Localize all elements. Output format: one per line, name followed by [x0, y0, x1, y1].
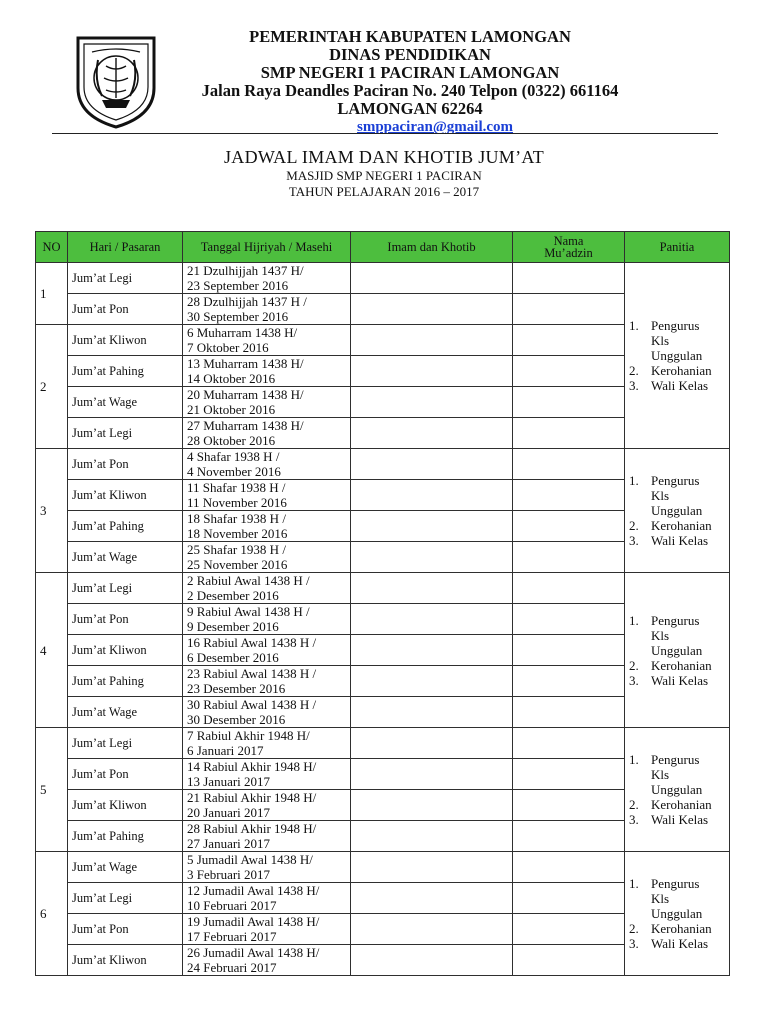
panitia-number: 3.: [629, 936, 639, 951]
header-no: NO: [36, 232, 68, 263]
muadzin-cell: [513, 263, 625, 294]
tanggal-cell: [183, 883, 351, 914]
hari-pasaran-cell: Jum’at Legi: [68, 263, 183, 294]
tanggal-cell: [183, 511, 351, 542]
tanggal-hijriyah: 4 Shafar 1938 H /: [187, 449, 280, 464]
panitia-number: [629, 628, 651, 643]
tanggal-cell: [183, 325, 351, 356]
panitia-text: Unggulan: [651, 782, 703, 797]
muadzin-cell: [513, 449, 625, 480]
muadzin-cell: [513, 790, 625, 821]
hari-pasaran-cell: Jum’at Kliwon: [68, 480, 183, 511]
panitia-number: 3.: [629, 812, 639, 827]
header-muadzin-line-2: Mu’adzin: [544, 246, 593, 260]
hari-pasaran-cell: Jum’at Pon: [68, 294, 183, 325]
tanggal-masehi: 23 September 2016: [187, 278, 289, 293]
panitia-text: Kerohanian: [651, 921, 712, 936]
table-row: [36, 852, 730, 883]
panitia-number: 2.: [629, 363, 639, 378]
table-header-row: [36, 232, 730, 263]
row-number: 3: [36, 449, 68, 573]
panitia-cell: [625, 263, 730, 449]
imam-khotib-cell: [351, 728, 513, 759]
imam-khotib-cell: [351, 852, 513, 883]
panitia-list: [629, 752, 725, 827]
imam-khotib-cell: [351, 294, 513, 325]
tanggal-cell: [183, 573, 351, 604]
muadzin-cell: [513, 728, 625, 759]
panitia-item: [629, 643, 725, 658]
tanggal-hijriyah: 28 Rabiul Akhir 1948 H/: [187, 821, 317, 836]
tanggal-hijriyah: 2 Rabiul Awal 1438 H /: [187, 573, 310, 588]
panitia-item: [629, 318, 725, 333]
imam-khotib-cell: [351, 418, 513, 449]
panitia-text: Kls: [651, 627, 670, 643]
letterhead-divider: [52, 133, 718, 134]
table-row: [36, 449, 730, 480]
tanggal-cell: [183, 759, 351, 790]
hari-pasaran-cell: Jum’at Pon: [68, 914, 183, 945]
hari-pasaran-cell: Jum’at Wage: [68, 387, 183, 418]
imam-khotib-cell: [351, 945, 513, 976]
row-number: 6: [36, 852, 68, 976]
muadzin-cell: [513, 480, 625, 511]
hari-pasaran-cell: Jum’at Pon: [68, 604, 183, 635]
tanggal-hijriyah: 25 Shafar 1938 H /: [187, 542, 286, 557]
panitia-text: Kerohanian: [651, 797, 712, 812]
hari-pasaran-cell: Jum’at Legi: [68, 573, 183, 604]
tanggal-cell: [183, 666, 351, 697]
imam-khotib-cell: [351, 697, 513, 728]
muadzin-cell: [513, 356, 625, 387]
panitia-number: [629, 891, 651, 906]
tanggal-hijriyah: 12 Jumadil Awal 1438 H/: [187, 883, 320, 898]
tanggal-hijriyah: 28 Dzulhijjah 1437 H /: [187, 294, 307, 309]
header-muadzin-line-1: Nama: [553, 234, 584, 248]
tanggal-cell: [183, 263, 351, 294]
tanggal-cell: [183, 914, 351, 945]
tanggal-hijriyah: 16 Rabiul Awal 1438 H /: [187, 635, 317, 650]
imam-khotib-cell: [351, 263, 513, 294]
tanggal-masehi: 28 Oktober 2016: [187, 433, 276, 448]
tanggal-masehi: 14 Oktober 2016: [187, 371, 276, 386]
tanggal-cell: [183, 790, 351, 821]
imam-khotib-cell: [351, 883, 513, 914]
tanggal-cell: [183, 604, 351, 635]
tanggal-cell: [183, 480, 351, 511]
header-hari: Hari / Pasaran: [68, 232, 183, 263]
hari-pasaran-cell: Jum’at Pahing: [68, 821, 183, 852]
panitia-item: [629, 906, 725, 921]
hari-pasaran-cell: Jum’at Kliwon: [68, 635, 183, 666]
hari-pasaran-cell: Jum’at Kliwon: [68, 945, 183, 976]
hari-pasaran-cell: Jum’at Legi: [68, 418, 183, 449]
panitia-number: 1.: [629, 473, 639, 488]
muadzin-cell: [513, 573, 625, 604]
muadzin-cell: [513, 945, 625, 976]
header-panitia: Panitia: [625, 232, 730, 263]
panitia-text: Unggulan: [651, 348, 703, 363]
tanggal-cell: [183, 697, 351, 728]
letterhead-line-1: PEMERINTAH KABUPATEN LAMONGAN: [249, 27, 571, 46]
panitia-text: Kls: [651, 488, 670, 503]
panitia-text: Pengurus: [651, 612, 700, 628]
schedule-table: [35, 231, 730, 976]
muadzin-cell: [513, 852, 625, 883]
muadzin-cell: [513, 325, 625, 356]
imam-khotib-cell: [351, 542, 513, 573]
muadzin-cell: [513, 294, 625, 325]
panitia-item: [629, 613, 725, 628]
tanggal-cell: [183, 387, 351, 418]
imam-khotib-cell: [351, 604, 513, 635]
panitia-item: [629, 473, 725, 488]
tanggal-hijriyah: 30 Rabiul Awal 1438 H /: [187, 697, 317, 712]
tanggal-hijriyah: 6 Muharram 1438 H/: [187, 325, 298, 340]
panitia-item: [629, 488, 725, 503]
panitia-item: [629, 767, 725, 782]
tanggal-cell: [183, 635, 351, 666]
tanggal-cell: [183, 852, 351, 883]
letterhead: [0, 0, 768, 140]
tanggal-masehi: 6 Januari 2017: [187, 743, 264, 758]
hari-pasaran-cell: Jum’at Pon: [68, 759, 183, 790]
panitia-item: [629, 333, 725, 348]
letterhead-line-3: SMP NEGERI 1 PACIRAN LAMONGAN: [260, 63, 560, 82]
panitia-number: 2.: [629, 657, 639, 673]
hari-pasaran-cell: Jum’at Legi: [68, 883, 183, 914]
panitia-text: Kls: [651, 767, 670, 782]
panitia-text: Wali Kelas: [651, 378, 709, 393]
panitia-item: [629, 348, 725, 363]
hari-pasaran-cell: Jum’at Pahing: [68, 356, 183, 387]
tanggal-hijriyah: 20 Muharram 1438 H/: [187, 387, 304, 402]
panitia-number: 3.: [629, 533, 639, 548]
tanggal-hijriyah: 26 Jumadil Awal 1438 H/: [187, 945, 320, 960]
panitia-list: [629, 473, 725, 548]
tanggal-cell: [183, 728, 351, 759]
panitia-cell: [625, 852, 730, 976]
tanggal-cell: [183, 294, 351, 325]
panitia-number: [629, 488, 651, 503]
panitia-text: Wali Kelas: [651, 533, 709, 548]
tanggal-masehi: 2 Desember 2016: [187, 588, 279, 603]
panitia-text: Kerohanian: [651, 363, 712, 378]
tanggal-hijriyah: 5 Jumadil Awal 1438 H/: [187, 852, 313, 867]
panitia-cell: [625, 728, 730, 852]
panitia-text: Wali Kelas: [651, 812, 709, 827]
tanggal-hijriyah: 21 Rabiul Akhir 1948 H/: [187, 790, 317, 805]
panitia-text: Kls: [651, 333, 670, 348]
imam-khotib-cell: [351, 759, 513, 790]
tanggal-cell: [183, 449, 351, 480]
panitia-number: [629, 503, 651, 518]
muadzin-cell: [513, 883, 625, 914]
panitia-item: [629, 628, 725, 643]
tanggal-cell: [183, 945, 351, 976]
panitia-item: [629, 378, 725, 393]
tanggal-masehi: 25 November 2016: [187, 557, 288, 572]
panitia-number: 3.: [629, 672, 639, 688]
panitia-number: 1.: [629, 752, 639, 767]
document-title: JADWAL IMAM DAN KHOTIB JUM’AT: [223, 147, 545, 167]
tanggal-hijriyah: 23 Rabiul Awal 1438 H /: [187, 666, 317, 681]
imam-khotib-cell: [351, 325, 513, 356]
schedule-body: [36, 263, 730, 976]
panitia-number: [629, 348, 651, 363]
panitia-cell: [625, 449, 730, 573]
table-row: [36, 573, 730, 604]
tanggal-cell: [183, 542, 351, 573]
letterhead-address: Jalan Raya Deandles Paciran No. 240 Telpon (0322) 661164: [201, 81, 619, 100]
imam-khotib-cell: [351, 449, 513, 480]
tanggal-masehi: 4 November 2016: [187, 464, 281, 479]
panitia-text: Unggulan: [651, 642, 703, 658]
tanggal-hijriyah: 18 Shafar 1938 H /: [187, 511, 286, 526]
panitia-number: [629, 767, 651, 782]
tanggal-masehi: 10 Februari 2017: [187, 898, 277, 913]
document-subtitle-mosque: MASJID SMP NEGERI 1 PACIRAN: [286, 168, 482, 183]
document-titles: [0, 146, 768, 200]
muadzin-cell: [513, 697, 625, 728]
tanggal-masehi: 30 Desember 2016: [187, 712, 286, 727]
panitia-text: Wali Kelas: [651, 672, 709, 688]
tanggal-masehi: 20 Januari 2017: [187, 805, 271, 820]
panitia-number: 2.: [629, 518, 639, 533]
table-row: [36, 728, 730, 759]
tanggal-hijriyah: 7 Rabiul Akhir 1948 H/: [187, 728, 310, 743]
panitia-text: Kls: [651, 891, 670, 906]
letterhead-text: [160, 28, 660, 136]
tanggal-masehi: 6 Desember 2016: [187, 650, 279, 665]
hari-pasaran-cell: Jum’at Wage: [68, 542, 183, 573]
panitia-item: [629, 891, 725, 906]
panitia-number: [629, 906, 651, 921]
tanggal-masehi: 13 Januari 2017: [187, 774, 271, 789]
header-tanggal: Tanggal Hijriyah / Masehi: [183, 232, 351, 263]
muadzin-cell: [513, 604, 625, 635]
muadzin-cell: [513, 418, 625, 449]
muadzin-cell: [513, 759, 625, 790]
muadzin-cell: [513, 914, 625, 945]
hari-pasaran-cell: Jum’at Kliwon: [68, 790, 183, 821]
panitia-item: [629, 812, 725, 827]
letterhead-line-2: DINAS PENDIDIKAN: [329, 45, 491, 64]
panitia-item: [629, 673, 725, 688]
header-imam: Imam dan Khotib: [351, 232, 513, 263]
panitia-list: [629, 613, 725, 688]
imam-khotib-cell: [351, 666, 513, 697]
panitia-number: 1.: [629, 876, 639, 891]
tanggal-hijriyah: 14 Rabiul Akhir 1948 H/: [187, 759, 317, 774]
panitia-text: Unggulan: [651, 503, 703, 518]
panitia-number: 1.: [629, 318, 639, 333]
imam-khotib-cell: [351, 387, 513, 418]
imam-khotib-cell: [351, 480, 513, 511]
tanggal-masehi: 23 Desember 2016: [187, 681, 286, 696]
panitia-cell: [625, 573, 730, 728]
panitia-item: [629, 782, 725, 797]
hari-pasaran-cell: Jum’at Pon: [68, 449, 183, 480]
tanggal-masehi: 11 November 2016: [187, 495, 287, 510]
panitia-text: Kerohanian: [651, 657, 712, 673]
panitia-item: [629, 752, 725, 767]
muadzin-cell: [513, 666, 625, 697]
tanggal-masehi: 30 September 2016: [187, 309, 289, 324]
muadzin-cell: [513, 542, 625, 573]
row-number: 2: [36, 325, 68, 449]
panitia-number: [629, 782, 651, 797]
panitia-text: Kerohanian: [651, 518, 712, 533]
panitia-item: [629, 363, 725, 378]
row-number: 4: [36, 573, 68, 728]
imam-khotib-cell: [351, 356, 513, 387]
muadzin-cell: [513, 635, 625, 666]
tanggal-cell: [183, 418, 351, 449]
panitia-number: 1.: [629, 612, 639, 628]
row-number: 5: [36, 728, 68, 852]
tanggal-masehi: 3 Februari 2017: [187, 867, 271, 882]
tanggal-cell: [183, 821, 351, 852]
panitia-number: [629, 333, 651, 348]
row-number: 1: [36, 263, 68, 325]
hari-pasaran-cell: Jum’at Pahing: [68, 666, 183, 697]
panitia-text: Pengurus: [651, 876, 700, 891]
tanggal-hijriyah: 27 Muharram 1438 H/: [187, 418, 304, 433]
imam-khotib-cell: [351, 573, 513, 604]
hari-pasaran-cell: Jum’at Kliwon: [68, 325, 183, 356]
imam-khotib-cell: [351, 511, 513, 542]
hari-pasaran-cell: Jum’at Wage: [68, 852, 183, 883]
panitia-item: [629, 658, 725, 673]
imam-khotib-cell: [351, 821, 513, 852]
tanggal-masehi: 17 Februari 2017: [187, 929, 277, 944]
table-row: [36, 263, 730, 294]
panitia-list: [629, 318, 725, 393]
panitia-item: [629, 797, 725, 812]
panitia-text: Pengurus: [651, 473, 700, 488]
panitia-item: [629, 518, 725, 533]
header-muadzin: [513, 232, 625, 263]
regency-emblem-icon: [72, 30, 160, 130]
panitia-item: [629, 503, 725, 518]
muadzin-cell: [513, 511, 625, 542]
panitia-item: [629, 533, 725, 548]
tanggal-cell: [183, 356, 351, 387]
muadzin-cell: [513, 387, 625, 418]
panitia-number: [629, 643, 651, 658]
hari-pasaran-cell: Jum’at Wage: [68, 697, 183, 728]
tanggal-masehi: 18 November 2016: [187, 526, 288, 541]
document-subtitle-year: TAHUN PELAJARAN 2016 – 2017: [288, 184, 480, 199]
hari-pasaran-cell: Jum’at Legi: [68, 728, 183, 759]
tanggal-masehi: 24 Februari 2017: [187, 960, 277, 975]
muadzin-cell: [513, 821, 625, 852]
tanggal-hijriyah: 19 Jumadil Awal 1438 H/: [187, 914, 320, 929]
tanggal-hijriyah: 9 Rabiul Awal 1438 H /: [187, 604, 310, 619]
tanggal-masehi: 21 Oktober 2016: [187, 402, 276, 417]
panitia-item: [629, 921, 725, 936]
panitia-text: Pengurus: [651, 318, 700, 333]
tanggal-hijriyah: 11 Shafar 1938 H /: [187, 480, 286, 495]
imam-khotib-cell: [351, 914, 513, 945]
panitia-number: 2.: [629, 921, 639, 936]
imam-khotib-cell: [351, 635, 513, 666]
tanggal-hijriyah: 21 Dzulhijjah 1437 H/: [187, 263, 304, 278]
panitia-text: Pengurus: [651, 752, 700, 767]
tanggal-masehi: 7 Oktober 2016: [187, 340, 269, 355]
panitia-item: [629, 876, 725, 891]
panitia-text: Wali Kelas: [651, 936, 709, 951]
tanggal-masehi: 27 Januari 2017: [187, 836, 271, 851]
panitia-number: 2.: [629, 797, 639, 812]
panitia-item: [629, 936, 725, 951]
panitia-text: Unggulan: [651, 906, 703, 921]
email-link[interactable]: smppaciran@gmail.com: [356, 119, 514, 135]
panitia-number: 3.: [629, 378, 639, 393]
imam-khotib-cell: [351, 790, 513, 821]
tanggal-hijriyah: 13 Muharram 1438 H/: [187, 356, 304, 371]
hari-pasaran-cell: Jum’at Pahing: [68, 511, 183, 542]
panitia-list: [629, 876, 725, 951]
letterhead-city: LAMONGAN 62264: [337, 99, 483, 118]
tanggal-masehi: 9 Desember 2016: [187, 619, 279, 634]
